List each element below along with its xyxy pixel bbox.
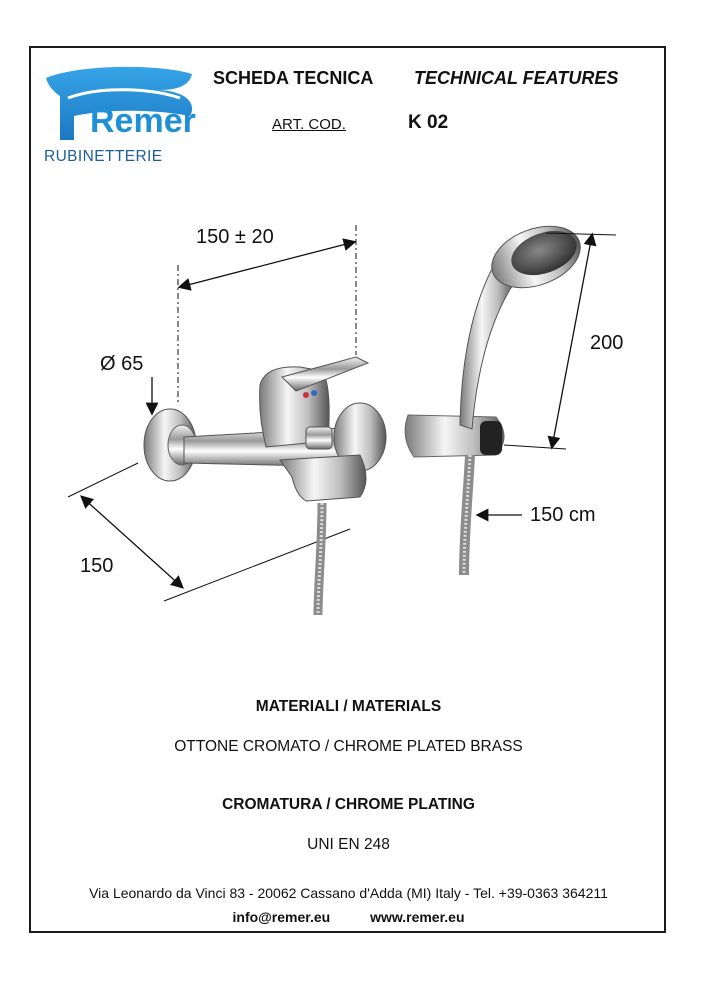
technical-drawing bbox=[60, 205, 660, 615]
footer-contact bbox=[30, 909, 667, 925]
footer-email[interactable]: info@remer.eu bbox=[232, 909, 331, 925]
footer-address: Via Leonardo da Vinci 83 - 20062 Cassano d'Adda (MI) Italy - Tel. +39-0363 364211 bbox=[89, 885, 608, 901]
materials-value: OTTONE CROMATO / CHROME PLATED BRASS bbox=[174, 738, 523, 755]
plating-value: UNI EN 248 bbox=[307, 836, 390, 853]
logo-subtitle: RUBINETTERIE bbox=[44, 148, 163, 165]
title-it: SCHEDA TECNICA bbox=[213, 68, 374, 88]
footer-website[interactable]: www.remer.eu bbox=[370, 909, 465, 925]
dim-label-depth: 150 bbox=[80, 555, 114, 577]
dim-label-width: 150 ± 20 bbox=[196, 226, 274, 248]
remer-logo bbox=[40, 62, 202, 166]
mixer-illustration bbox=[144, 357, 386, 615]
art-code-label: ART. COD. bbox=[272, 116, 346, 133]
art-code-value: K 02 bbox=[408, 112, 449, 133]
plating-title: CROMATURA / CHROME PLATING bbox=[222, 796, 475, 813]
materials-title: MATERIALI / MATERIALS bbox=[255, 698, 442, 715]
logo-wordmark: Remer bbox=[90, 102, 196, 140]
dim-label-diameter: Ø 65 bbox=[100, 353, 144, 375]
dim-label-height: 200 bbox=[590, 332, 624, 354]
dim-label-hose: 150 cm bbox=[530, 504, 596, 526]
title-en: TECHNICAL FEATURES bbox=[414, 68, 619, 88]
